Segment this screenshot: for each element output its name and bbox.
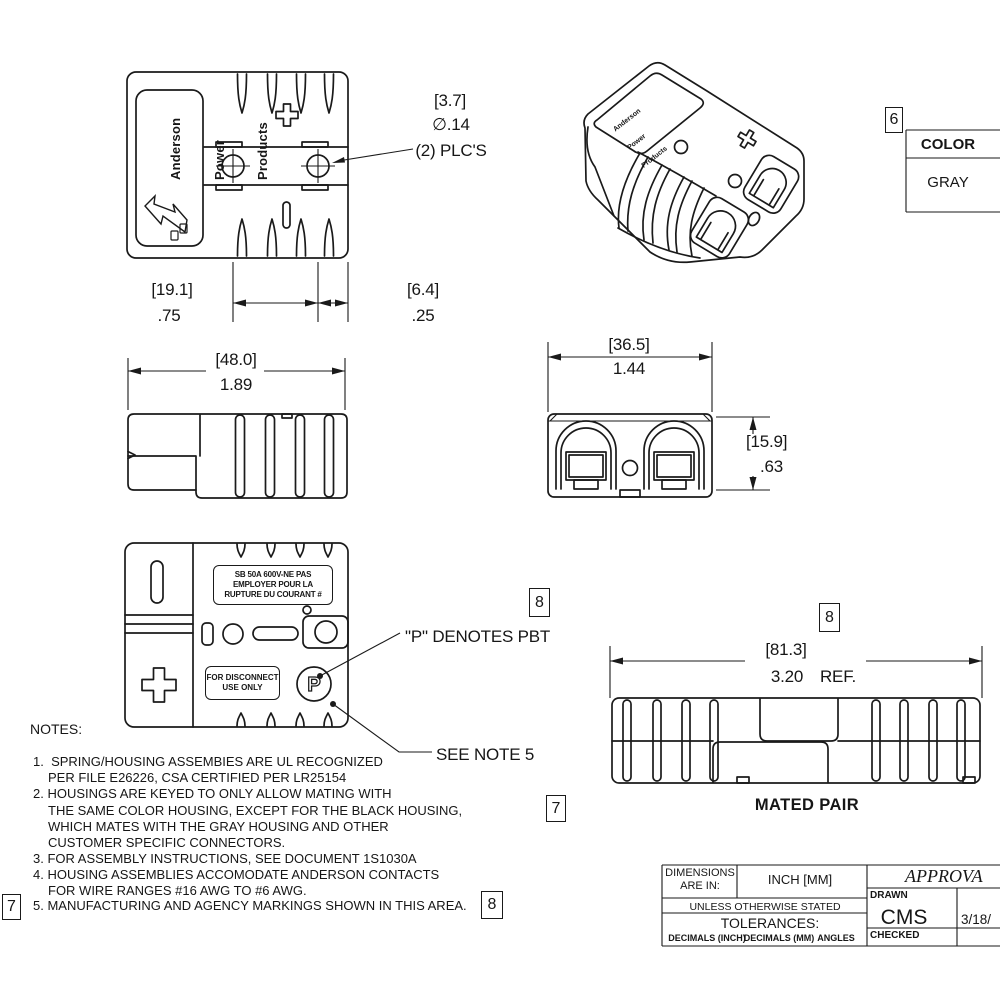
titleblock-unless: UNLESS OTHERWISE STATED — [689, 901, 841, 913]
titleblock-col-inch: DECIMALS (INCH) — [668, 933, 746, 943]
flag-note-8-notes: 8 — [481, 891, 503, 919]
titleblock-tolerances: TOLERANCES: — [720, 915, 820, 931]
dim-hole-mm: [3.7] — [433, 91, 467, 110]
flag-note-6: 6 — [885, 107, 903, 133]
disconnect-label-box — [205, 666, 280, 700]
flag-note-8-mated: 8 — [819, 603, 840, 632]
dim-face-w-in: 1.44 — [612, 359, 646, 378]
marking-line-2: EMPLOYER POUR LA — [233, 580, 313, 590]
front-view-logo — [139, 94, 270, 244]
note-line: WHICH MATES WITH THE GRAY HOUSING AND OTHER — [48, 819, 389, 834]
callout-see-note-5: SEE NOTE 5 — [436, 745, 535, 764]
mated-pair-caption: MATED PAIR — [754, 796, 860, 814]
dim-face-h-in: .63 — [760, 457, 784, 476]
marking-line-1: SB 50A 600V-NE PAS — [234, 570, 312, 580]
titleblock-drawn-date: 3/18/ — [961, 912, 992, 927]
note-line: 3. FOR ASSEMBLY INSTRUCTIONS, SEE DOCUMENT 1S1030A — [33, 851, 417, 866]
side-view-drawing — [128, 414, 347, 498]
disconnect-line-1: FOR DISCONNECT — [206, 673, 279, 682]
marking-line-3: RUPTURE DU COURANT # — [224, 589, 322, 599]
iso-contact-opening-right — [740, 152, 802, 216]
marking-label-box — [213, 565, 333, 605]
notes-heading: NOTES: — [30, 721, 83, 737]
dim-mated-ref: REF. — [819, 667, 857, 686]
logo-line-3: Products — [255, 122, 270, 180]
disconnect-line-2: USE ONLY — [222, 683, 263, 692]
dim-offset-mm: [6.4] — [406, 280, 440, 299]
iso-logo-line-2: Power — [626, 132, 648, 152]
dim-pitch-mm: [19.1] — [151, 280, 193, 299]
note-line: 2. HOUSINGS ARE KEYED TO ONLY ALLOW MATING WITH — [33, 786, 392, 801]
note-line: PER FILE E26226, CSA CERTIFIED PER LR25154 — [48, 770, 347, 785]
titleblock-drawn-label: DRAWN — [870, 890, 908, 901]
iso-logo-line-3: Products — [640, 145, 669, 170]
titleblock-dimensions-line1: DIMENSIONS — [665, 867, 735, 879]
color-table-header: COLOR — [920, 136, 976, 153]
note-line: 4. HOUSING ASSEMBLIES ACCOMODATE ANDERSON CONTACTS — [33, 867, 440, 882]
dim-face-h-mm: [15.9] — [746, 432, 788, 451]
dim-mated-in: 3.20 — [770, 667, 804, 686]
note-line: 1. SPRING/HOUSING ASSEMBIES ARE UL RECOGNIZED — [33, 754, 383, 769]
minus-terminal-marking — [283, 202, 290, 228]
titleblock-col-mm: DECIMALS (MM) — [743, 933, 815, 943]
titleblock-checked-label: CHECKED — [870, 930, 920, 941]
mated-pair-drawing — [612, 698, 980, 783]
logo-line-2: Power — [211, 139, 227, 180]
face-view-dimensions — [548, 342, 770, 490]
dim-mated-mm: [81.3] — [765, 640, 807, 659]
dim-side-mm: [48.0] — [215, 350, 257, 369]
dim-pitch-in: .75 — [157, 306, 181, 325]
note-line: 5. MANUFACTURING AND AGENCY MARKINGS SHOWN IN THIS AREA. — [33, 898, 467, 913]
note-line: THE SAME COLOR HOUSING, EXCEPT FOR THE BLACK HOUSING, — [48, 803, 463, 818]
iso-view-drawing — [584, 63, 804, 263]
note-line: FOR WIRE RANGES #16 AWG TO #6 AWG. — [48, 883, 307, 898]
dim-face-w-mm: [36.5] — [608, 335, 650, 354]
logo-line-1: Anderson — [168, 117, 183, 180]
flag-note-8-detail: 8 — [529, 588, 550, 617]
p-symbol-glyph: P — [307, 674, 321, 696]
iso-logo-line-1: Anderson — [612, 107, 643, 134]
titleblock-col-angles: ANGLES — [817, 933, 855, 943]
note-line: CUSTOMER SPECIFIC CONNECTORS. — [48, 835, 286, 850]
flag-note-7-detail: 7 — [546, 795, 566, 822]
dim-offset-in: .25 — [411, 306, 435, 325]
titleblock-units: INCH [MM] — [767, 872, 833, 887]
detail-view-leaders — [320, 633, 432, 752]
dim-side-in: 1.89 — [219, 375, 253, 394]
titleblock-dimensions-line2: ARE IN: — [680, 880, 720, 892]
dim-hole-places: (2) PLC'S — [415, 141, 487, 160]
color-table-value: GRAY — [927, 174, 969, 191]
app-logo-arrow-icon — [141, 184, 189, 242]
dim-hole-dia: ∅.14 — [432, 115, 470, 134]
titleblock-approval: APPROVA — [905, 866, 983, 886]
titleblock-drawn-value: CMS — [880, 906, 928, 929]
callout-pbt: "P" DENOTES PBT — [405, 627, 551, 646]
face-view-drawing — [548, 414, 712, 497]
flag-note-7-notes: 7 — [2, 894, 21, 920]
